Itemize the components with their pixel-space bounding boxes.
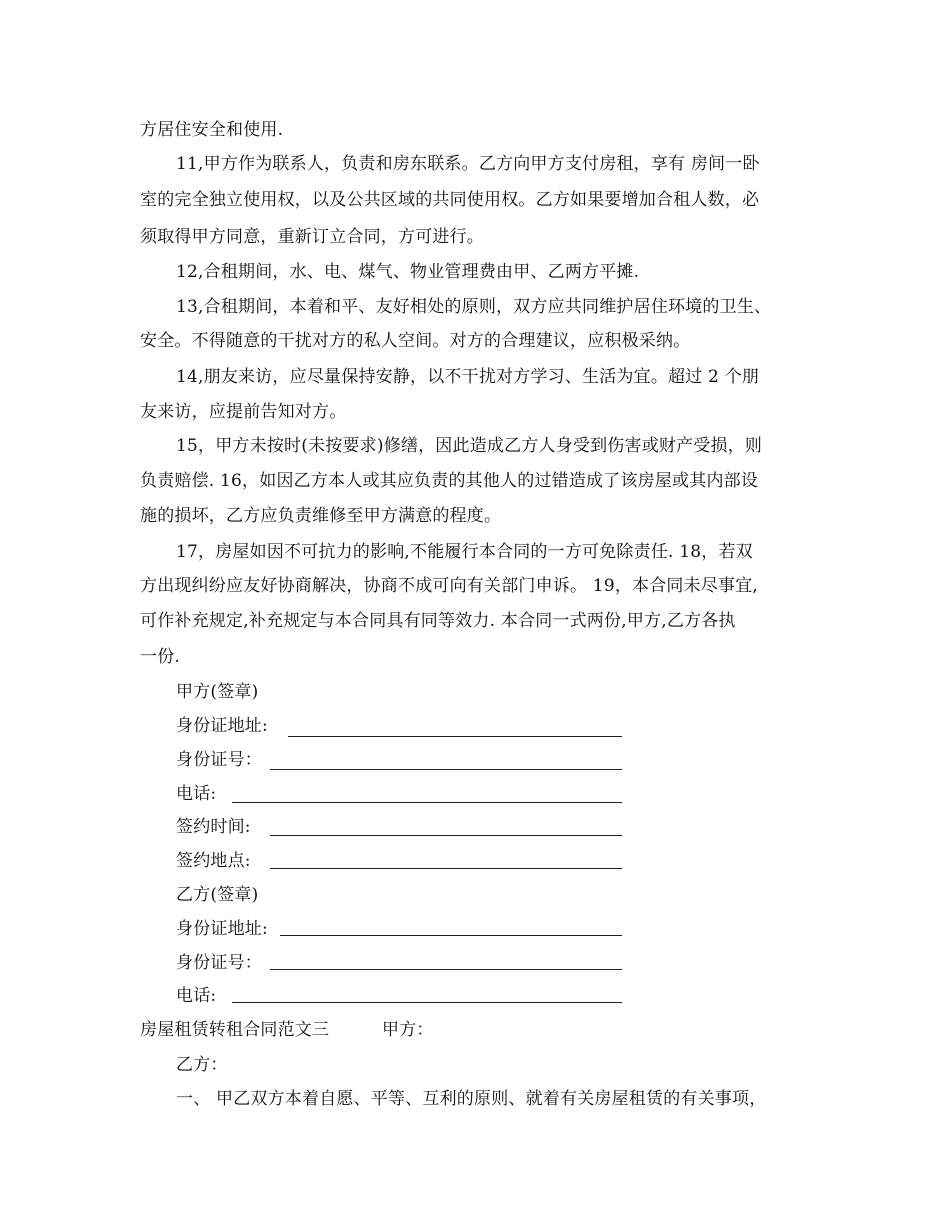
body-line: 可作补充规定,补充规定与本合同具有同等效力. 本合同一式两份,甲方,乙方各执 xyxy=(140,611,736,631)
party-b-phone-label: 电话: xyxy=(176,986,217,1006)
clause-14: 14,朋友来访，应尽量保持安静，以不干扰对方学习、生活为宜。超过 2 个朋 xyxy=(176,367,760,387)
party-a-heading: 甲方(签章) xyxy=(176,682,259,702)
body-line: 友来访，应提前告知对方。 xyxy=(140,402,347,422)
body-line: 方出现纠纷应友好协商解决，协商不成可向有关部门申诉。 19，本合同未尽事宜, xyxy=(140,576,759,596)
body-line: 须取得甲方同意，重新订立合同，方可进行。 xyxy=(140,227,484,247)
party-b-heading: 乙方(签章) xyxy=(176,885,259,905)
next-contract-party-b-label: 乙方： xyxy=(176,1055,228,1075)
clause-13: 13,合租期间，本着和平、友好相处的原则，双方应共同维护居住环境的卫生、 xyxy=(176,297,772,317)
party-a-id-address-label: 身份证地址: xyxy=(176,716,268,736)
party-b-id-number-field[interactable] xyxy=(270,969,622,970)
body-line: 安全。不得随意的干扰对方的私人空间。对方的合理建议，应积极采纳。 xyxy=(140,331,691,351)
party-a-id-address-field[interactable] xyxy=(288,736,622,737)
party-a-sign-place-field[interactable] xyxy=(270,868,622,869)
clause-17: 17，房屋如因不可抗力的影响,不能履行本合同的一方可免除责任. 18，若双 xyxy=(176,542,753,562)
body-line: 一份. xyxy=(140,647,181,667)
party-a-sign-place-label: 签约地点: xyxy=(176,851,251,871)
party-b-id-address-field[interactable] xyxy=(280,935,622,936)
party-b-id-number-label: 身份证号： xyxy=(176,953,262,973)
next-contract-clause-1: 一、 甲乙双方本着自愿、平等、互利的原则、就着有关房屋租赁的有关事项， xyxy=(176,1089,767,1109)
party-a-phone-label: 电话: xyxy=(176,784,217,804)
party-a-phone-field[interactable] xyxy=(232,802,622,803)
clause-11: 11,甲方作为联系人，负责和房东联系。乙方向甲方支付房租，享有 房间一卧 xyxy=(176,154,760,174)
next-contract-title: 房屋租赁转租合同范文三 xyxy=(140,1020,330,1040)
body-line: 施的损坏，乙方应负责维修至甲方满意的程度。 xyxy=(140,506,502,526)
party-a-sign-time-field[interactable] xyxy=(270,835,622,836)
body-line: 室的完全独立使用权，以及公共区域的共同使用权。乙方如果要增加合租人数，必 xyxy=(140,190,760,210)
party-b-id-address-label: 身份证地址: xyxy=(176,919,268,939)
party-a-id-number-field[interactable] xyxy=(270,769,622,770)
clause-15: 15，甲方未按时(未按要求)修缮，因此造成乙方人身受到伤害或财产受损，则 xyxy=(176,436,763,456)
party-a-sign-time-label: 签约时间: xyxy=(176,817,251,837)
body-line: 负责赔偿. 16，如因乙方本人或其应负责的其他人的过错造成了该房屋或其内部设 xyxy=(140,471,759,491)
body-line: 方居住安全和使用. xyxy=(140,120,284,140)
party-a-id-number-label: 身份证号： xyxy=(176,750,262,770)
clause-12: 12,合租期间，水、电、煤气、物业管理费由甲、乙两方平摊. xyxy=(176,262,640,282)
next-contract-party-a-label: 甲方： xyxy=(382,1020,434,1040)
party-b-phone-field[interactable] xyxy=(232,1002,622,1003)
